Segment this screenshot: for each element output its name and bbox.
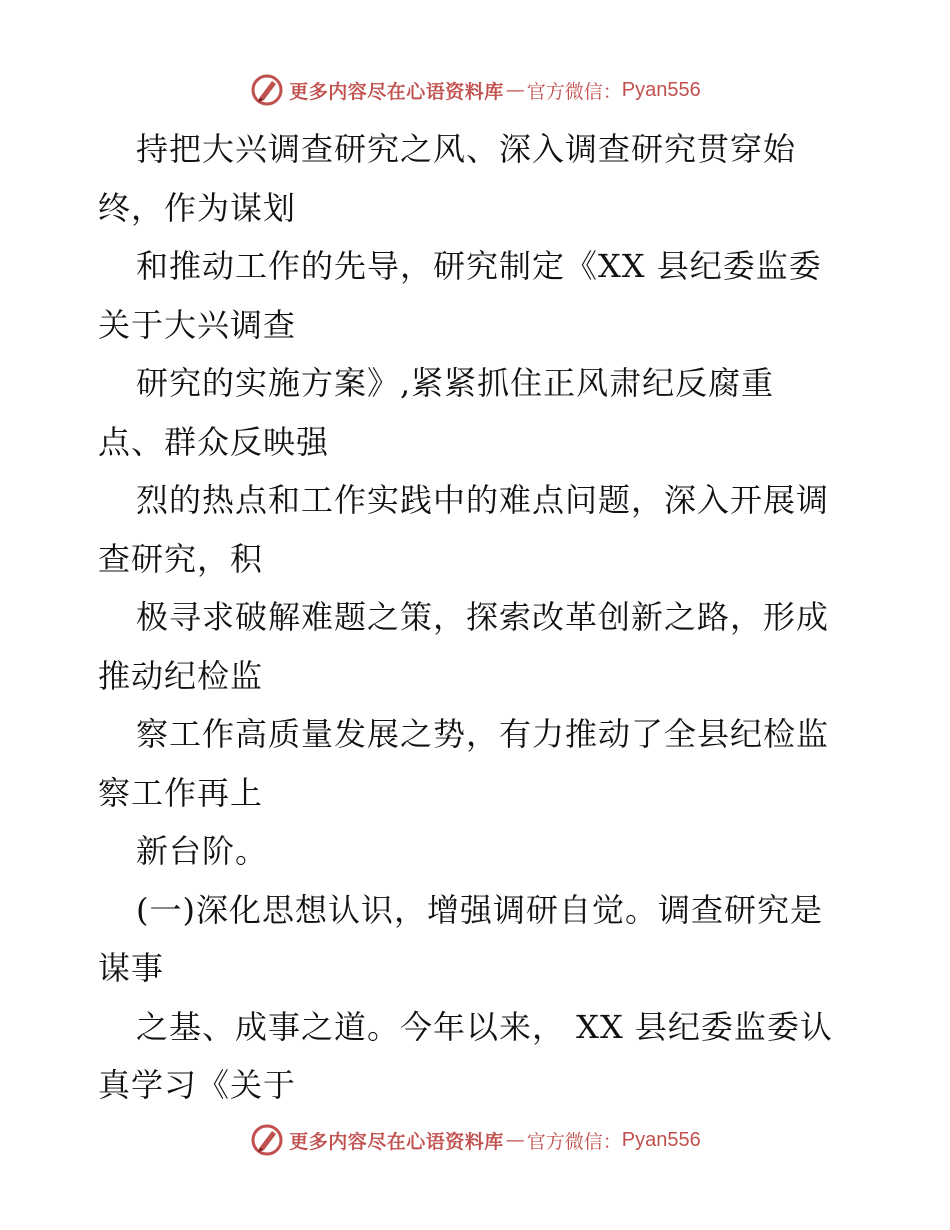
text-line: 之基、成事之道。今年以来， XX 县纪委监委认 [136,1007,833,1046]
text-line: 终，作为谋划 [98,188,297,227]
text-line: 极寻求破解难题之策，探索改革创新之路，形成 [136,598,830,636]
watermark-separator: — [505,79,525,101]
text-line: 研究的实施方案》,紧紧抓住正风肃纪反腐重 [136,364,775,402]
pen-in-circle-icon [249,72,285,108]
watermark-separator: — [505,1129,525,1151]
document-body [98,120,868,1115]
watermark-wechat-label: 官方微信： [526,80,622,103]
text-line: 点、群众反映强 [98,422,330,461]
text-line: (一)深化思想认识，增强调研自觉。调查研究是 [136,890,823,929]
text-line: 真学习《关于 [98,1066,297,1104]
watermark-group [249,72,701,108]
text-line: 烈的热点和工作实践中的难点问题，深入开展调 [136,481,830,519]
text-line: 和推动工作的先导，研究制定《XX 县纪委监委 [136,247,822,285]
watermark-wechat-id: Pyan556 [621,78,701,101]
watermark-text: 更多内容尽在心语资料库 [289,1130,504,1153]
watermark-text: 更多内容尽在心语资料库 [289,80,504,103]
text-line: 新台阶。 [136,832,269,870]
watermark-wechat-id: Pyan556 [621,1128,701,1151]
text-line: 推动纪检监 [98,656,264,695]
watermark-header [0,70,950,110]
watermark-footer [0,1120,950,1160]
watermark-wechat-label: 官方微信： [526,1130,622,1153]
text-line: 谋事 [98,949,165,987]
pen-in-circle-icon [249,1122,285,1158]
text-line: 察工作再上 [98,773,264,812]
text-line: 持把大兴调查研究之风、深入调查研究贯穿始 [136,130,797,168]
text-line: 关于大兴调查 [98,305,297,344]
text-line: 察工作高质量发展之势，有力推动了全县纪检监 [136,715,830,753]
text-line: 查研究，积 [98,539,264,578]
watermark-group [249,1122,701,1158]
